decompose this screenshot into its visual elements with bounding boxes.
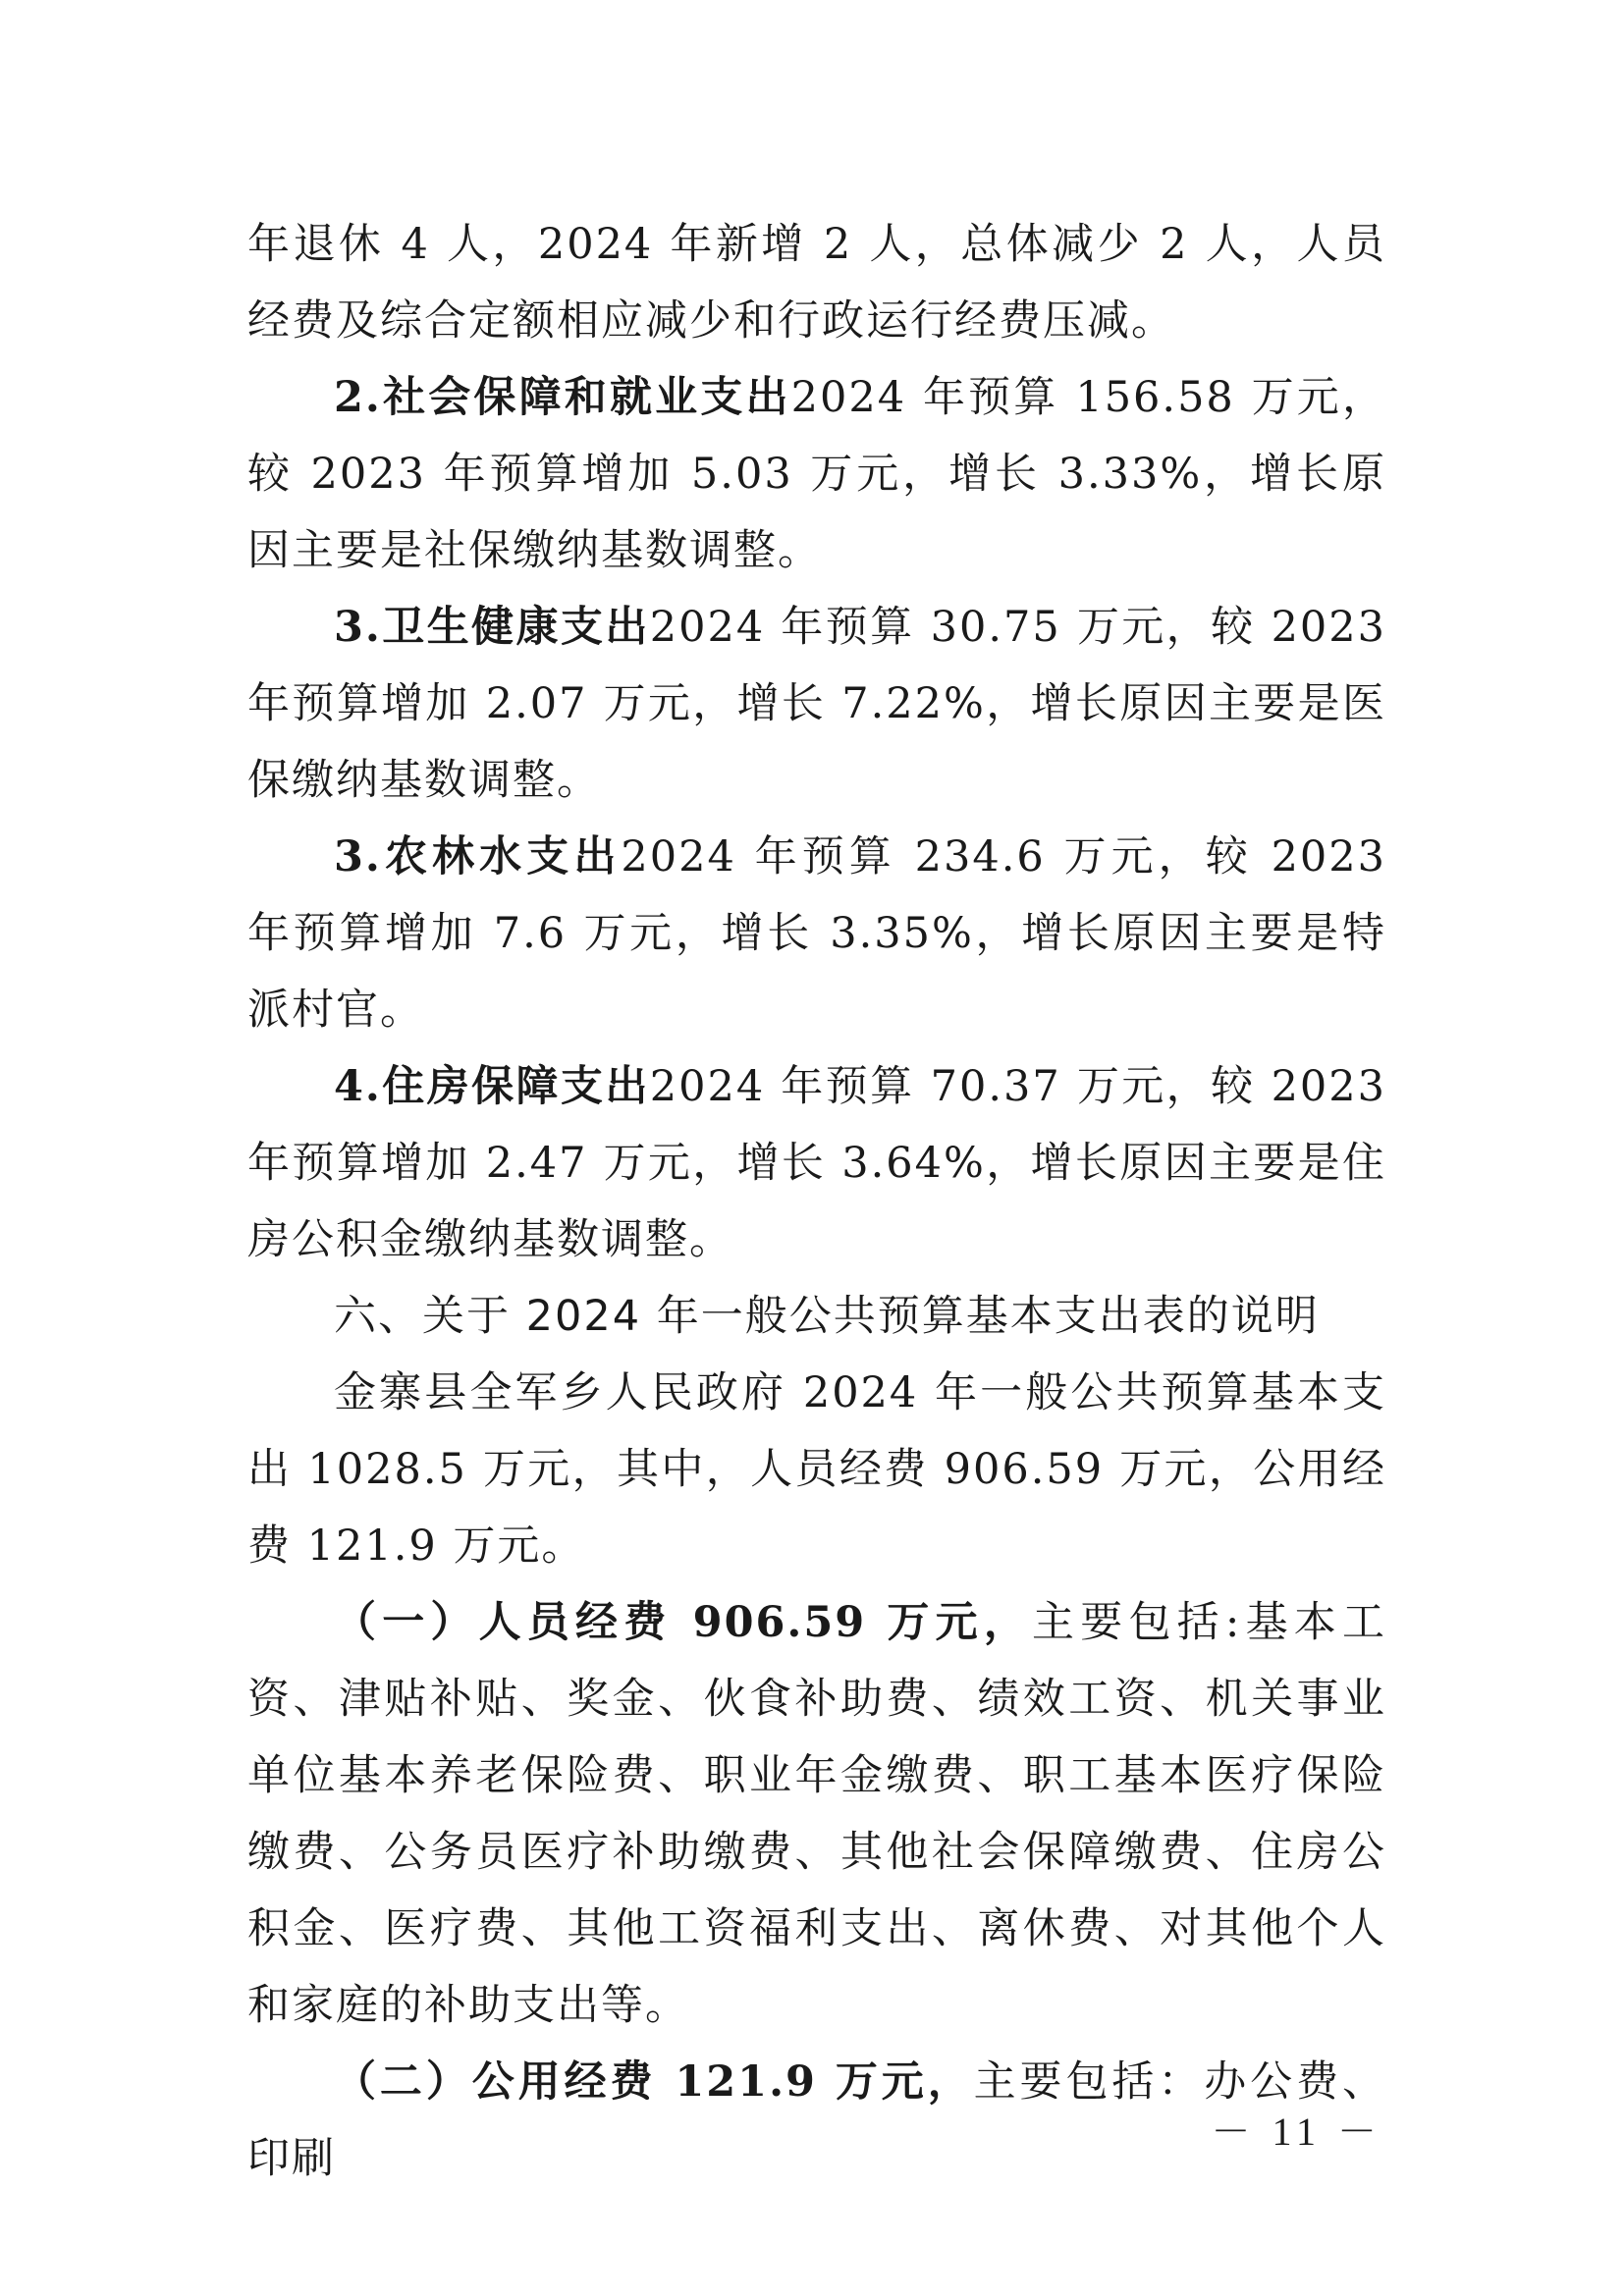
paragraph-heading: （二）公用经费 121.9 万元，	[334, 2057, 974, 2107]
paragraph-basic-expenditure-summary	[247, 1355, 1386, 1584]
page-number: － 11 －	[1211, 2109, 1382, 2154]
paragraph-text: 2024 年预算 30.75 万元，较 2023 年预算增加 2.07 万元，增长 7.22%，增长原因主要是医保缴纳基数调整。	[247, 603, 1386, 805]
paragraph-health	[247, 589, 1386, 819]
paragraph-personnel-expenses	[247, 1584, 1386, 2044]
paragraph-heading: 3.卫生健康支出	[334, 603, 650, 652]
paragraph-text: 2024 年预算 70.37 万元，较 2023 年预算增加 2.47 万元，增长 3.64%，增长原因主要是住房公积金缴纳基数调整。	[247, 1062, 1386, 1264]
section-title-basic-expenditure: 六、关于 2024 年一般公共预算基本支出表的说明	[334, 1292, 1320, 1341]
paragraph-heading: 4.住房保障支出	[334, 1062, 650, 1111]
paragraph-text: 2024 年预算 234.6 万元，较 2023 年预算增加 7.6 万元，增长 3.35%，增长原因主要是特派村官。	[247, 832, 1387, 1035]
paragraph-housing	[247, 1048, 1386, 1278]
paragraph-heading: （一）人员经费 906.59 万元，	[334, 1598, 1033, 1647]
document-body	[247, 206, 1386, 2197]
paragraph-text: 2024 年预算 156.58 万元，较 2023 年预算增加 5.03 万元，增长 3.33%，增长原因主要是社保缴纳基数调整。	[247, 373, 1386, 575]
paragraph-social-security	[247, 359, 1386, 589]
paragraph-agriculture	[247, 819, 1386, 1048]
paragraph-heading: 3.农林水支出	[334, 832, 622, 881]
paragraph-heading: 2.社会保障和就业支出	[334, 373, 791, 422]
paragraph-personnel-reduction	[247, 206, 1386, 359]
paragraph-text: 主要包括:基本工资、津贴补贴、奖金、伙食补助费、绩效工资、机关事业单位基本养老保险费、职业年金缴费、职工基本医疗保险缴费、公务员医疗补助缴费、其他社会保障缴费、住房公积金、医疗费、其他工资福利支出、离休费、对其他个人和家庭的补助支出等。	[247, 1598, 1386, 2030]
paragraph-text: 金寨县全军乡人民政府 2024 年一般公共预算基本支出 1028.5 万元，其中，人员经费 906.59 万元，公用经费 121.9 万元。	[247, 1368, 1386, 1571]
paragraph-text: 主要包括：办公费、印刷	[247, 2057, 1387, 2183]
paragraph-text: 年退休 4 人，2024 年新增 2 人，总体减少 2 人，人员经费及综合定额相应减少和行政运行经费压减。	[247, 220, 1386, 346]
